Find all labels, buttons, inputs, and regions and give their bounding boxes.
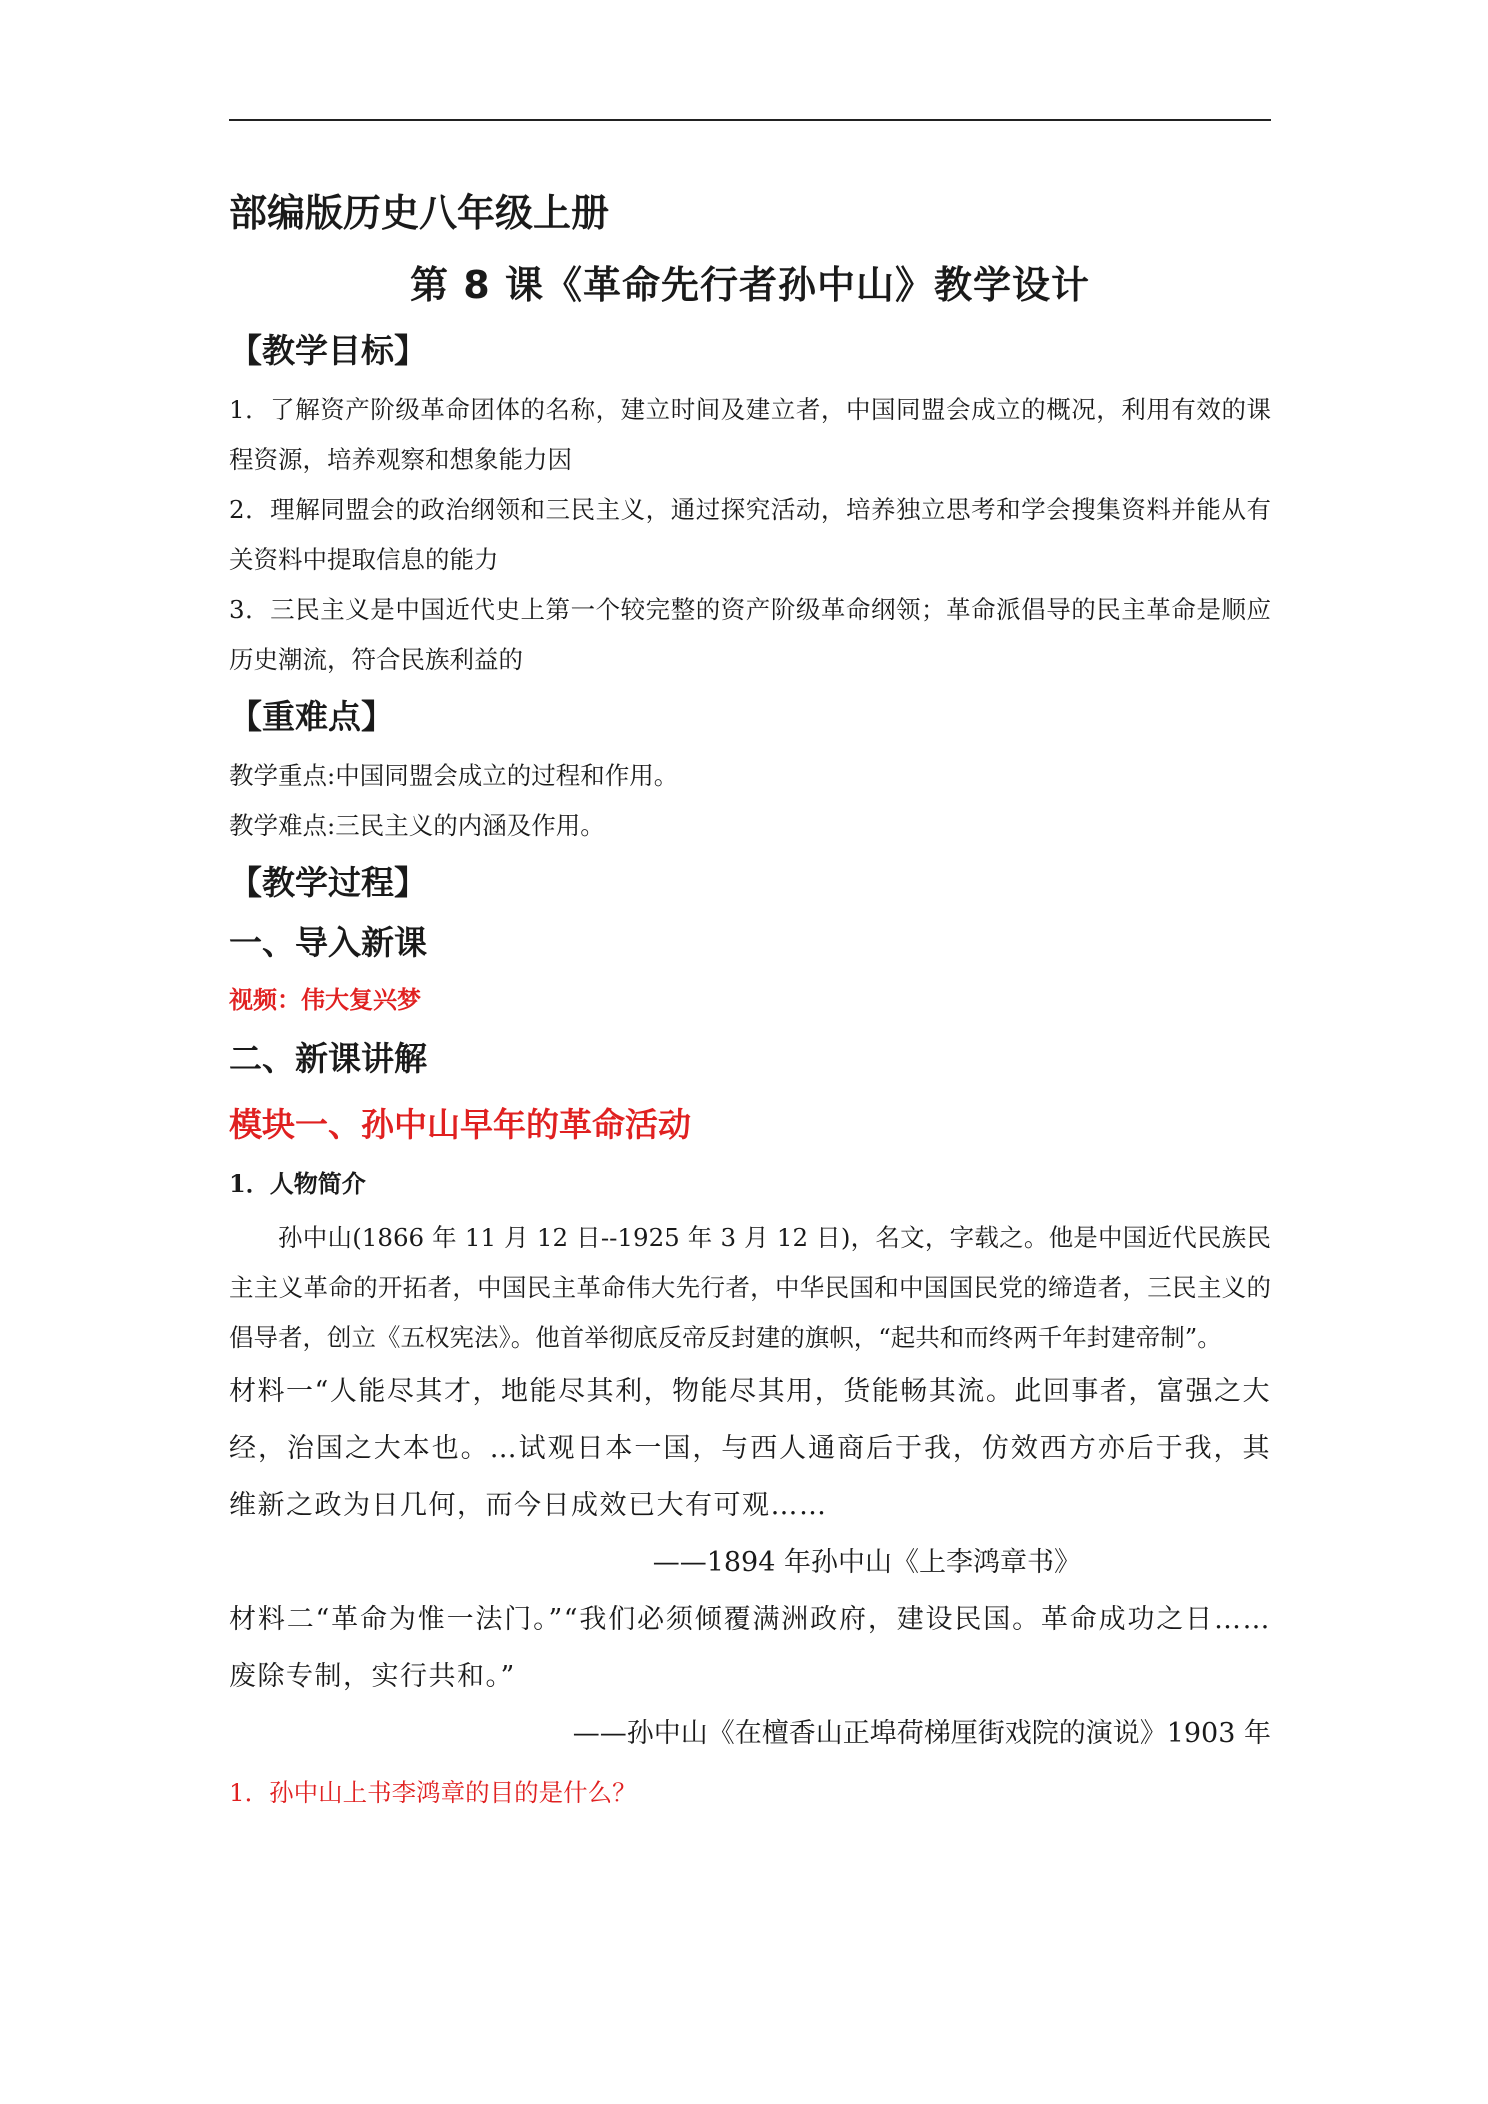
video-label: 视频：伟大复兴梦 <box>229 986 421 1014</box>
subsection-heading: 1．人物简介 <box>229 1169 366 1198</box>
step-lecture-heading: 二、新课讲解 <box>229 1039 427 1078</box>
key-points-heading: 【重难点】 <box>229 697 394 736</box>
step-intro-heading: 一、导入新课 <box>229 923 427 962</box>
objective-item: 3．三民主义是中国近代史上第一个较完整的资产阶级革命纲领；革命派倡导的民主革命是顺应历史潮流，符合民族利益的 <box>229 595 1271 674</box>
objectives-heading: 【教学目标】 <box>229 331 427 370</box>
teaching-focus: 教学重点:中国同盟会成立的过程和作用。 <box>229 761 679 790</box>
series-title: 部编版历史八年级上册 <box>229 191 610 235</box>
document-body <box>229 185 1271 1818</box>
material-two: 材料二“革命为惟一法门。”“我们必须倾覆满洲政府，建设民国。革命成功之日……废除专制，实行共和。” <box>229 1604 1271 1692</box>
question-one: 1．孙中山上书李鸿章的目的是什么？ <box>229 1778 637 1807</box>
process-heading: 【教学过程】 <box>229 863 427 902</box>
teaching-difficulty: 教学难点:三民主义的内涵及作用。 <box>229 811 605 840</box>
material-one: 材料一“人能尽其才，地能尽其利，物能尽其用，货能畅其流。此回事者，富强之大经，治国之大本也。…试观日本一国，与西人通商后于我，仿效西方亦后于我，其维新之政为日几何，而今日成效已大有可观…… <box>229 1376 1271 1521</box>
objective-item: 1．了解资产阶级革命团体的名称，建立时间及建立者，中国同盟会成立的概况，利用有效的课程资源，培养观察和想象能力因 <box>229 395 1271 474</box>
module-heading: 模块一、孙中山早年的革命活动 <box>229 1105 691 1144</box>
header-rule <box>229 119 1271 121</box>
biography-paragraph: 孙中山(1866 年 11 月 12 日--1925 年 3 月 12 日)，名文，字载之。他是中国近代民族民主主义革命的开拓者，中国民主革命伟大先行者，中华民国和中国国民党的缔造者，三民主义的倡导者，创立《五权宪法》。他首举彻底反帝反封建的旗帜，“起共和而终两千年封建帝制”。 <box>229 1223 1271 1352</box>
objective-item: 2．理解同盟会的政治纲领和三民主义，通过探究活动，培养独立思考和学会搜集资料并能从有关资料中提取信息的能力 <box>229 495 1271 574</box>
lesson-title: 第 8 课《革命先行者孙中山》教学设计 <box>410 263 1090 307</box>
material-two-source: ——孙中山《在檀香山正埠荷梯厘街戏院的演说》1903 年 <box>572 1718 1271 1749</box>
material-one-source: ——1894 年孙中山《上李鸿章书》 <box>652 1547 1081 1578</box>
